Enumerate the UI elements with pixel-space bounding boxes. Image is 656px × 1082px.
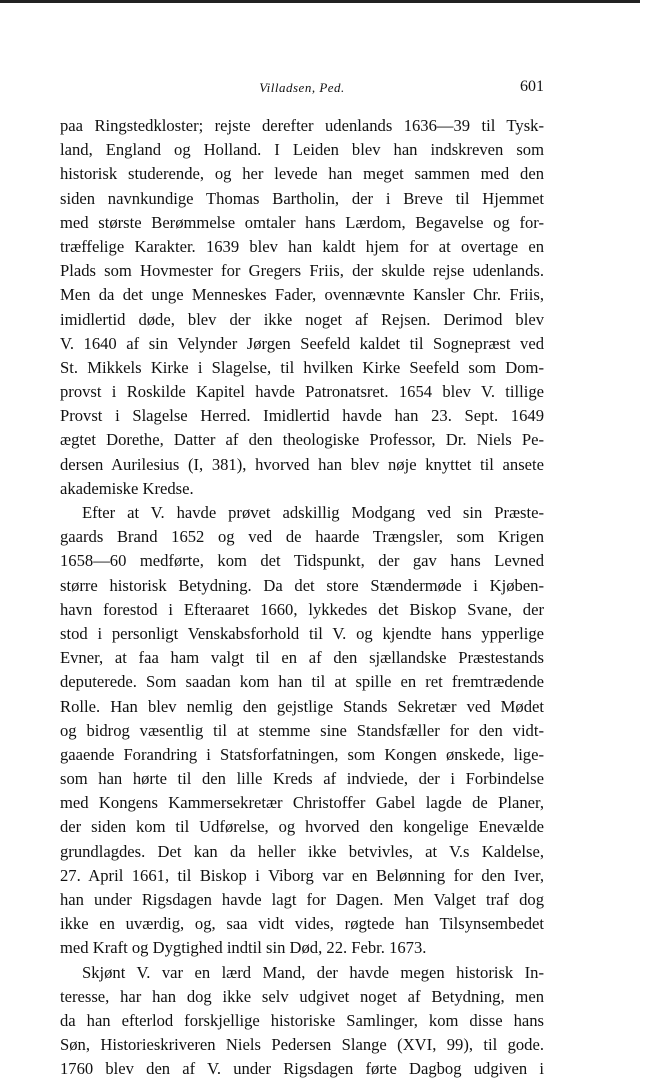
text-line: Evner, at faa ham valgt til en af den sjællandske Præstestands	[60, 648, 544, 668]
text-line: deputerede. Som saadan kom han til at spille en ret fremtrædende	[60, 672, 544, 692]
text-line: teresse, har han dog ikke selv udgivet noget af Betydning, men	[60, 986, 544, 1006]
text-line: St. Mikkels Kirke i Slagelse, til hvilken Kirke Seefeld som Dom-	[60, 357, 544, 377]
text-line: da han efterlod forskjellige historiske Samlinger, kom disse hans	[60, 1010, 544, 1030]
text-line: som han hørte til den lille Kreds af indviede, der i Forbindelse	[60, 769, 544, 789]
text-line: Skjønt V. var en lærd Mand, der havde megen historisk In-	[82, 962, 544, 982]
text-line: Søn, Historieskriveren Niels Pedersen Slange (XVI, 99), til gode.	[60, 1035, 544, 1055]
text-line: der siden kom til Udførelse, og hvorved den kongelige Enevælde	[60, 817, 544, 837]
text-line: paa Ringstedkloster; rejste derefter udenlands 1636—39 til Tysk-	[60, 116, 544, 135]
text-line: 1658—60 medførte, kom det Tidspunkt, der gav hans Levned	[60, 551, 544, 571]
text-line: gaaende Forandring i Statsforfatningen, som Kongen ønskede, lige-	[60, 744, 544, 764]
text-line: 1760 blev den af V. under Rigsdagen førte Dagbog udgiven i	[60, 1059, 544, 1079]
body-text	[60, 114, 544, 1082]
text-line: gaards Brand 1652 og ved de haarde Trængsler, som Krigen	[60, 527, 544, 547]
paragraph-2	[60, 501, 544, 961]
text-line: med største Berømmelse omtaler hans Lærdom, Begavelse og for-	[60, 212, 544, 232]
paragraph-1	[60, 114, 544, 501]
text-line: grundlagdes. Det kan da heller ikke betvivles, at V.s Kaldelse,	[60, 841, 544, 861]
text-line: siden navnkundige Thomas Bartholin, der i Breve til Hjemmet	[60, 188, 544, 208]
text-line: Men da det unge Menneskes Fader, ovennævnte Kansler Chr. Friis,	[60, 285, 544, 305]
text-line: større historisk Betydning. Da det store Stændermøde i Kjøben-	[60, 575, 544, 595]
running-title: Villadsen, Ped.	[259, 80, 345, 95]
text-line: Efter at V. havde prøvet adskillig Modgang ved sin Præste-	[82, 503, 544, 522]
page-header	[60, 76, 544, 98]
text-line: Provst i Slagelse Herred. Imidlertid havde han 23. Sept. 1649	[60, 406, 544, 426]
text-line: ikke en uværdig, og, saa vidt vides, røgtede han Tilsynsembedet	[60, 914, 544, 934]
text-line: træffelige Karakter. 1639 blev han kaldt hjem for at overtage en	[60, 236, 544, 256]
text-line: 27. April 1661, til Biskop i Viborg var en Belønning for den Iver,	[60, 865, 544, 885]
text-line: Plads som Hovmester for Gregers Friis, der skulde rejse udenlands.	[60, 261, 544, 281]
text-line: land, England og Holland. I Leiden blev han indskreven som	[60, 140, 544, 160]
text-line: stod i personligt Venskabsforhold til V. og kjendte hans ypperlige	[60, 623, 544, 643]
text-line: med Kraft og Dygtighed indtil sin Død, 22. Febr. 1673.	[60, 938, 427, 958]
text-line: dersen Aurilesius (I, 381), hvorved han blev nøje knyttet til ansete	[60, 454, 544, 474]
text-line: historisk studerende, og her levede han meget sammen med den	[60, 164, 544, 184]
text-line: provst i Roskilde Kapitel havde Patronatsret. 1654 blev V. tillige	[60, 382, 544, 402]
text-line: ægtet Dorethe, Datter af den theologiske Professor, Dr. Niels Pe-	[60, 430, 544, 450]
text-line: V. 1640 af sin Velynder Jørgen Seefeld kaldet til Sognepræst ved	[60, 333, 544, 353]
text-line: og bidrog væsentlig til at stemme sine Standsfæller for den vidt-	[60, 720, 544, 740]
text-line: havn forestod i Efteraaret 1660, lykkedes det Biskop Svane, der	[60, 599, 544, 619]
text-line: med Kongens Kammersekretær Christoffer Gabel lagde de Planer,	[60, 793, 544, 813]
top-border-rule	[0, 0, 640, 3]
text-line: Rolle. Han blev nemlig den gejstlige Stands Sekretær ved Mødet	[60, 696, 544, 716]
paragraph-3	[60, 961, 544, 1082]
text-line: han under Rigsdagen havde lagt for Dagen. Men Valget traf dog	[60, 890, 544, 909]
page-number: 601	[520, 78, 544, 95]
text-line: akademiske Kredse.	[60, 478, 194, 498]
text-line: imidlertid døde, blev der ikke noget af Rejsen. Derimod blev	[60, 309, 544, 329]
